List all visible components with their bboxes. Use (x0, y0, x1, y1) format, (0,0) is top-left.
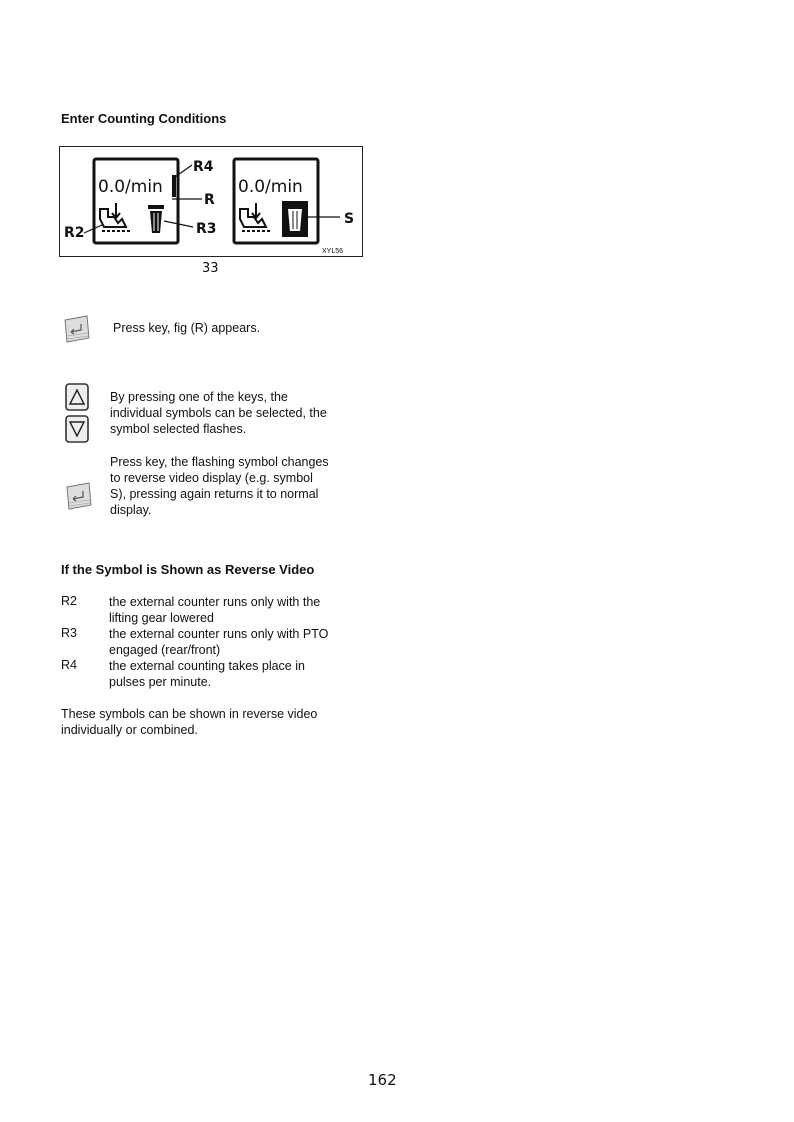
note-text (61, 706, 317, 738)
figure-code: XYL56 (322, 248, 344, 255)
step-2-text (110, 389, 327, 437)
section-title: Enter Counting Conditions (61, 111, 227, 126)
step-3-line: display. (110, 503, 152, 517)
left-display-reading: 0.0/min (98, 177, 163, 197)
definition-line: the external counting takes place in (109, 659, 305, 673)
definition-line: the external counter runs only with PTO (109, 627, 329, 641)
page-number: 162 (368, 1071, 397, 1089)
note-line: individually or combined. (61, 723, 198, 737)
enter-key-icon (63, 314, 91, 344)
definition-line: the external counter runs only with the (109, 595, 321, 609)
figure-33-frame (59, 146, 363, 257)
lifting-gear-symbol-icon (240, 203, 270, 231)
definition-line: lifting gear lowered (109, 611, 214, 625)
pto-symbol-icon (148, 205, 164, 233)
step-3-line: S), pressing again returns it to normal (110, 487, 319, 501)
figure-number: 33 (202, 261, 219, 276)
label-r: R (204, 192, 215, 208)
note-line: These symbols can be shown in reverse video (61, 707, 318, 721)
definition-line: engaged (rear/front) (109, 643, 221, 657)
left-display (84, 159, 202, 243)
step-2-line: individual symbols can be selected, the (110, 406, 327, 420)
lifting-gear-symbol-icon (100, 203, 130, 231)
enter-key-icon (65, 481, 93, 511)
definition-desc-r4 (109, 658, 359, 690)
definition-term-r2: R2 (61, 594, 77, 608)
right-display (234, 159, 340, 243)
up-down-arrow-keys-icon (64, 382, 90, 446)
step-2-line: By pressing one of the keys, the (110, 390, 288, 404)
label-s: S (344, 211, 355, 227)
definition-desc-r3 (109, 626, 359, 658)
definition-term-r4: R4 (61, 658, 77, 672)
right-display-reading: 0.0/min (238, 177, 303, 197)
pto-symbol-reverse-video-icon (282, 201, 308, 237)
step-1-text: Press key, fig (R) appears. (113, 321, 261, 335)
label-r3: R3 (196, 221, 217, 237)
step-3-line: Press key, the flashing symbol changes (110, 455, 329, 469)
step-3-text (110, 454, 329, 518)
step-3-line: to reverse video display (e.g. symbol (110, 471, 313, 485)
definition-term-r3: R3 (61, 626, 77, 640)
definition-line: pulses per minute. (109, 675, 212, 689)
subsection-title: If the Symbol is Shown as Reverse Video (61, 562, 315, 577)
label-r4: R4 (193, 159, 214, 175)
display-diagram (60, 147, 364, 258)
label-r2: R2 (64, 225, 85, 241)
step-2-line: symbol selected flashes. (110, 422, 247, 436)
definition-desc-r2 (109, 594, 359, 626)
